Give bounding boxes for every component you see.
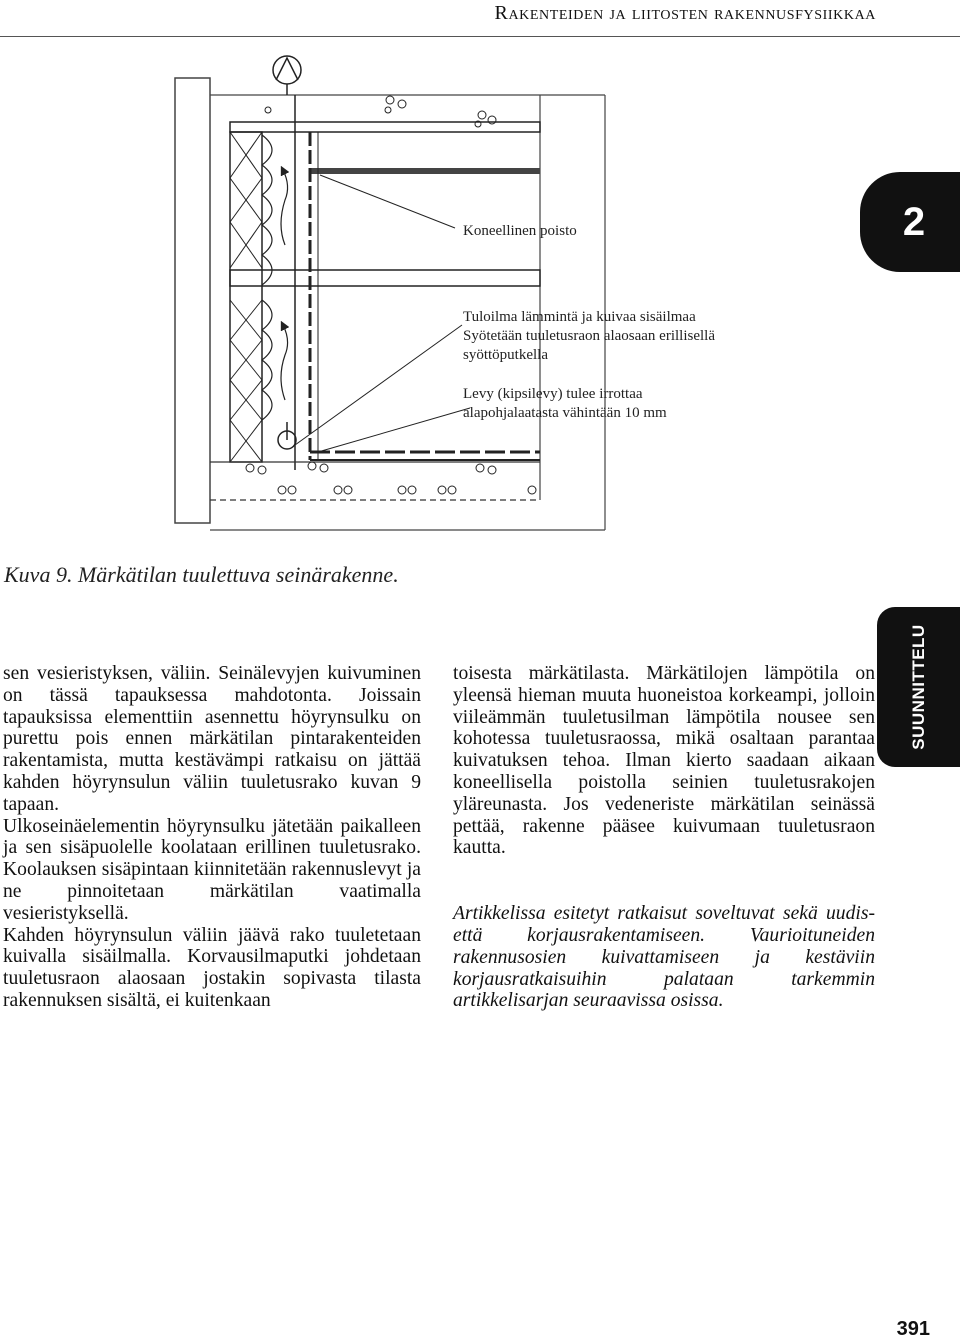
figure-caption: Kuva 9. Märkätilan tuulettuva seinärakenne.: [4, 562, 399, 587]
supply-inlet-icon: [278, 422, 296, 449]
label-supply-2: Syötetään tuuletusraon alaosaan erillisellä: [463, 328, 715, 344]
floor-slab: [310, 168, 540, 174]
pointer-supply: [295, 325, 462, 445]
closing-paragraph: Artikkelissa esitetyt ratkaisut soveltuvat sekä uudis- että korjausrakentamiseen. Vaurioituneiden rakennusosien kuivattamiseen ja kestäviin korjausratkaisuihin palataan tarkemmin artikkelisarjan seuraavissa osissa.: [453, 903, 875, 1012]
pointer-board: [318, 408, 470, 452]
section-tab: [877, 607, 960, 767]
aggregate-dots: [246, 96, 536, 494]
label-board-2: alapohjalaatasta vähintään 10 mm: [463, 405, 667, 421]
chapter-number-tab: 2: [860, 172, 960, 272]
section-tab-label: SUUNNITTELU: [908, 624, 928, 750]
label-supply-1: Tuloilma lämmintä ja kuivaa sisäilmaa: [463, 309, 696, 325]
outer-wall-frame: [175, 78, 210, 523]
page-number: 391: [896, 1318, 930, 1340]
body-column-left: [3, 663, 421, 1012]
mid-beam: [230, 270, 540, 286]
paragraph: Ulkoseinäelementin höyrynsulku jätetään paikalleen ja sen sisäpuolelle koolataan erillinen tuuletusrako. Koolauksen sisäpintaan kiinnitetään rakennuslevyt ja ne pinnoitetaan märkätilan vaatimalla vesieristyksellä.: [3, 815, 421, 924]
paragraph: toisesta märkätilasta. Märkätilojen lämpötila on yleensä hieman muuta huoneistoa korkeampi, jolloin viileämmän tuuletusilman lämpötila nousee sen kohotessa tuuletusraossa, mikä osaltaan parantaa kuivatuksen tehoa. Ilman kierto saadaan aikaan koneellisella poistolla seinien tuuletusrakojen yläreunasta. Jos vedeneriste märkätilan seinässä pettää, rakenne pääsee kuivumaan tuuletusraon kautta.: [453, 663, 875, 859]
label-board-1: Levy (kipsilevy) tulee irrottaa: [463, 386, 643, 402]
label-exhaust: Koneellinen poisto: [463, 223, 577, 239]
running-header: Rakenteiden ja liitosten rakennusfysiikkaa: [494, 2, 876, 24]
pointer-exhaust: [320, 175, 455, 228]
label-supply-3: syöttöputkella: [463, 347, 548, 363]
wall-structure-diagram: [0, 0, 960, 600]
body-column-right: [453, 663, 875, 1012]
insulation-column: [230, 132, 262, 462]
paragraph: sen vesieristyksen, väliin. Seinälevyjen kuivuminen on tässä tapauksessa mahdotonta. Joissain tapauksissa elementtiin asennettu höyrynsulku on purettu pois ennen märkätilan pintarakenteiden rakentamista, mutta kestävämpi ratkaisu on jättää kahden höyrynsulun väliin tuuletusrako kuvan 9 tapaan.: [3, 663, 421, 815]
paragraph: Kahden höyrynsulun väliin jäävä rako tuuletetaan kuivalla sisäilmalla. Korvausilmaputki johdetaan tuuletusraon alaosaan jostakin sopivasta tilasta rakennuksen sisältä, ei kuitenkaan: [3, 924, 421, 1011]
exhaust-fan-icon: [273, 56, 301, 95]
